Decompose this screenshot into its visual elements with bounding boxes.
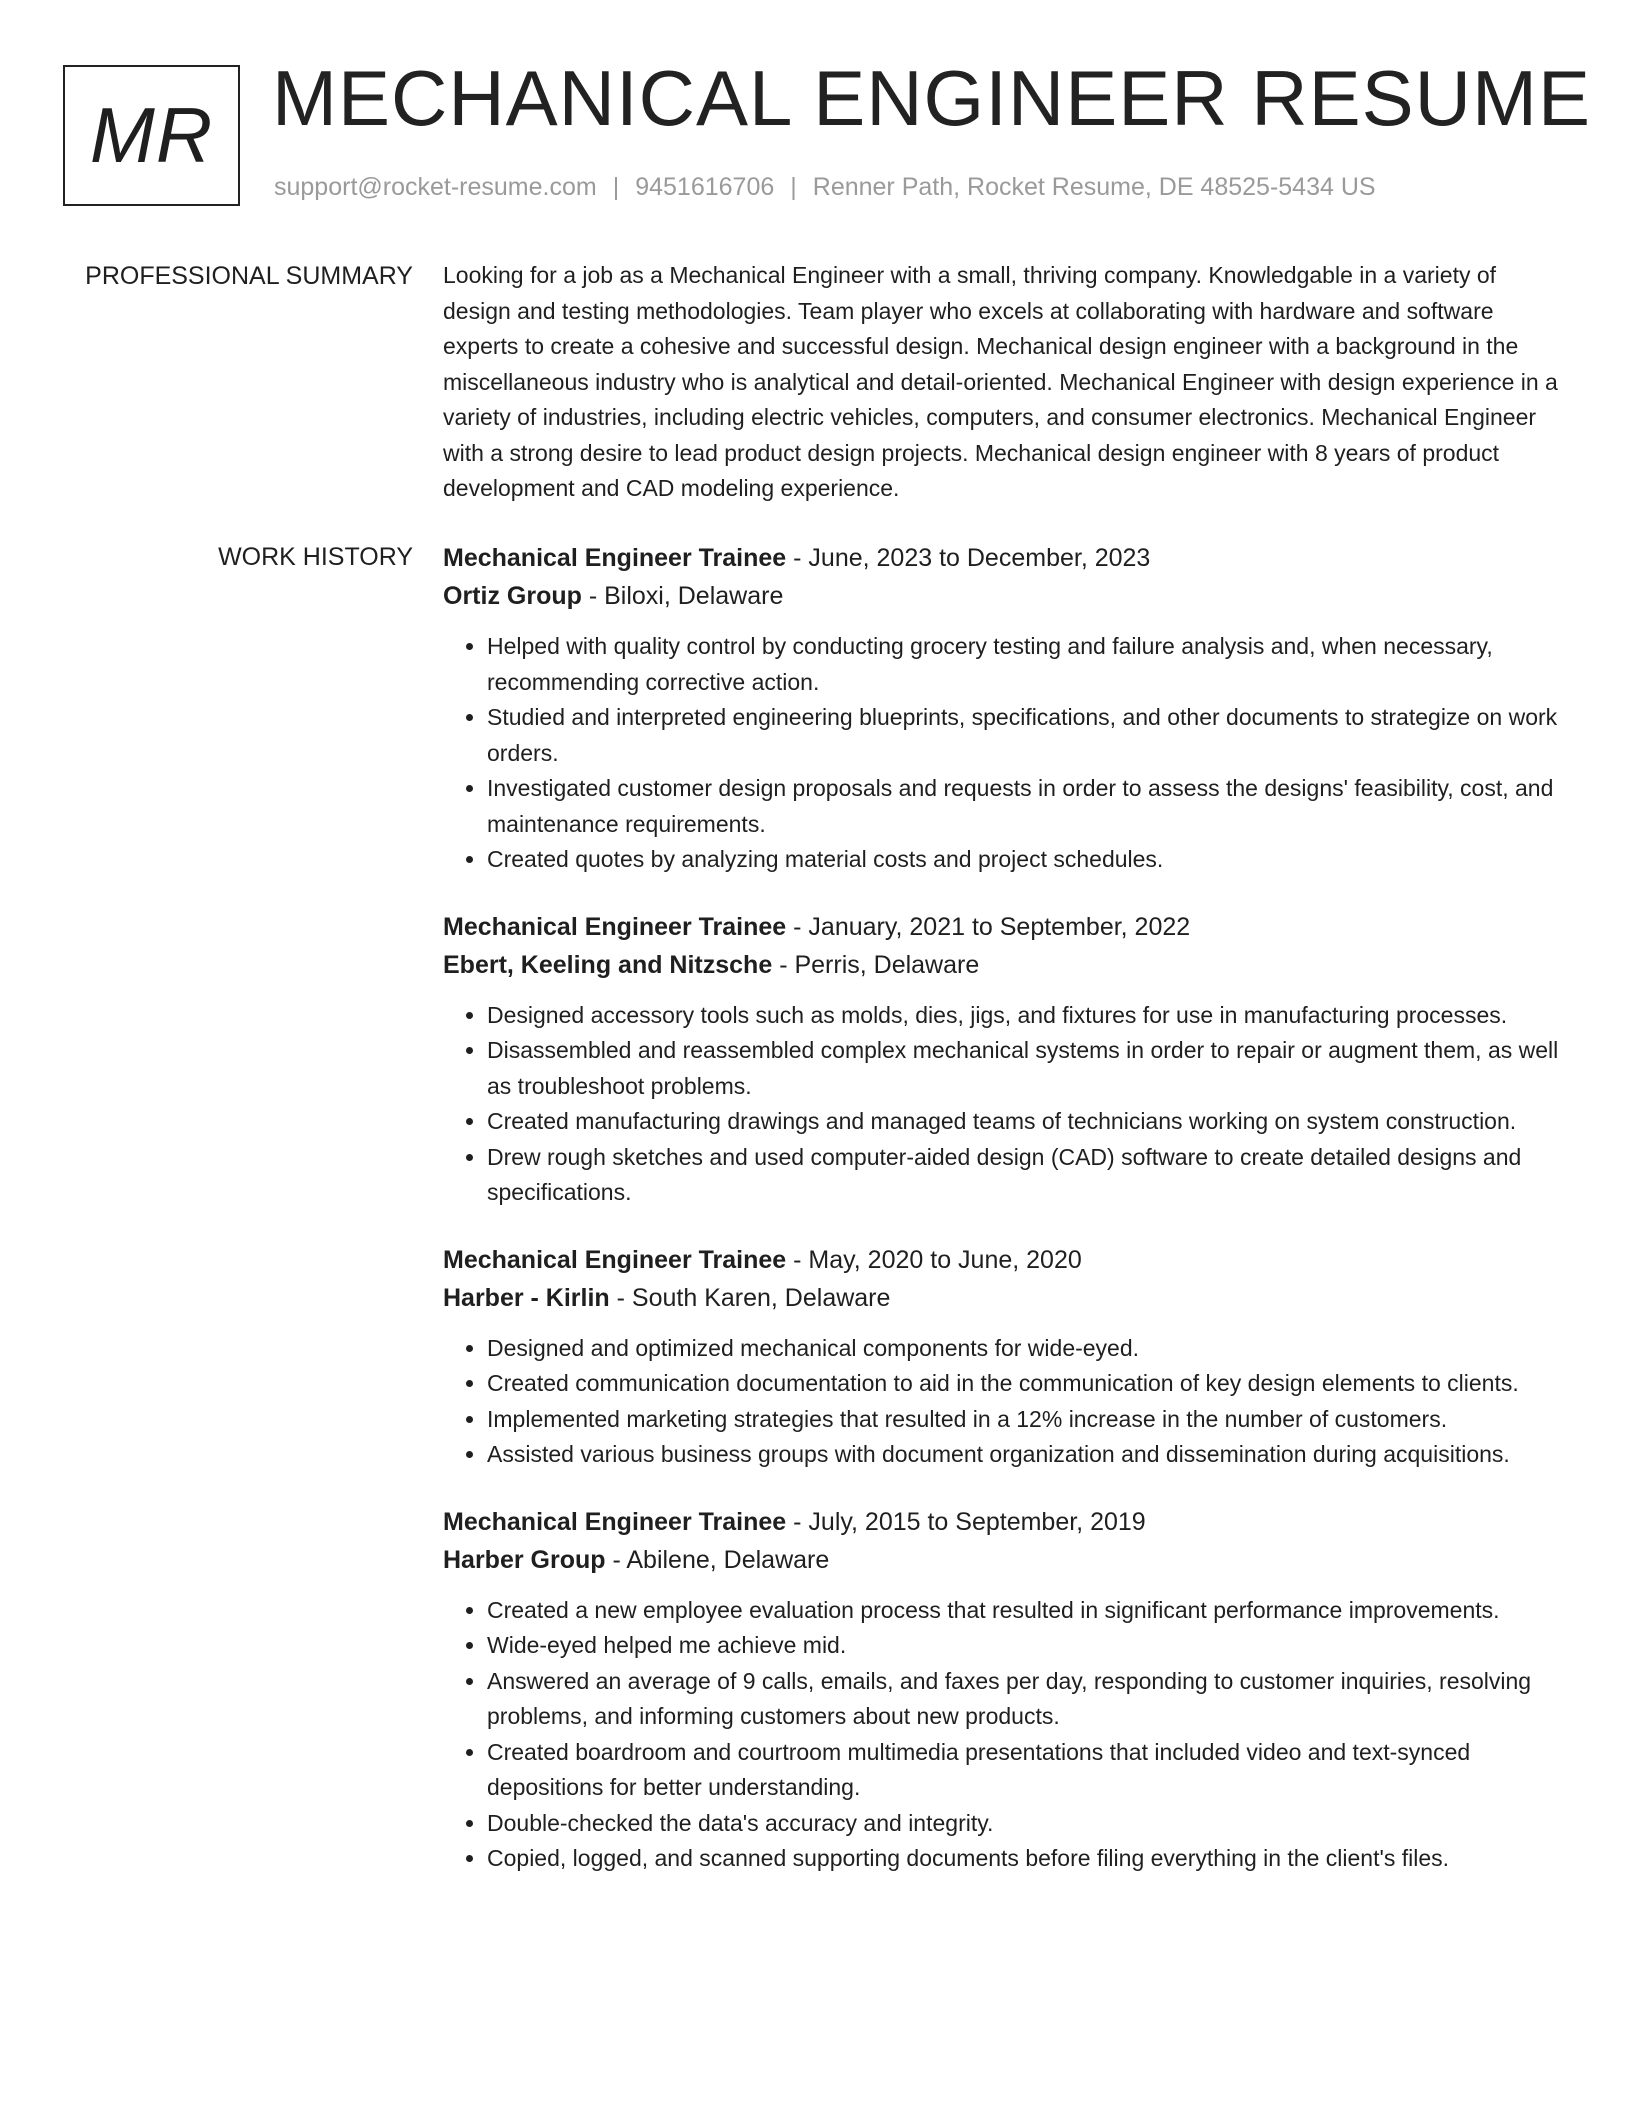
contact-separator: | xyxy=(612,173,620,201)
resume-title: MECHANICAL ENGINEER RESUME xyxy=(272,54,1591,142)
job-bullet: • Created manufacturing drawings and managed teams of technicians working on system construction. xyxy=(487,1104,1563,1140)
job-company-line xyxy=(443,946,1563,984)
job-bullet: • Disassembled and reassembled complex mechanical systems in order to repair or augment them, as well as troubleshoot problems. xyxy=(487,1033,1563,1104)
job-location: - Biloxi, Delaware xyxy=(581,582,784,610)
job-company-line xyxy=(443,577,1563,615)
job-entry xyxy=(443,539,1563,878)
job-company-line xyxy=(443,1279,1563,1317)
job-title-line xyxy=(443,539,1563,577)
job-location: - Perris, Delaware xyxy=(772,950,980,979)
job-title: Mechanical Engineer Trainee xyxy=(443,544,787,572)
job-bullet: • Studied and interpreted engineering blueprints, specifications, and other documents to strategize on work orders. xyxy=(487,700,1563,771)
summary-text: Looking for a job as a Mechanical Engineer with a small, thriving company. Knowledgable in a variety of design and testing methodologies. Team player who excels at collaborating with hardware and software experts to create a cohesive and successful design. Mechanical design engineer with a background in the miscellaneous industry who is analytical and detail-oriented. Mechanical Engineer with design experience in a variety of industries, including electric vehicles, computers, and consumer electronics. Mechanical Engineer with a strong desire to lead product design projects. Mechanical design engineer with 8 years of product development and CAD modeling experience. xyxy=(443,262,1558,501)
contact-separator: | xyxy=(790,173,797,201)
job-bullet: • Designed and optimized mechanical components for wide-eyed. xyxy=(487,1331,1563,1367)
job-company: Harber Group xyxy=(443,1545,606,1574)
contact-email[interactable]: support@rocket-resume.com xyxy=(274,173,597,201)
contact-line xyxy=(274,173,1376,202)
job-bullets xyxy=(443,1331,1563,1473)
section-label-work-history: WORK HISTORY xyxy=(218,543,413,571)
job-company-line xyxy=(443,1541,1563,1579)
section-label-summary: PROFESSIONAL SUMMARY xyxy=(85,262,413,290)
job-bullet: • Double-checked the data's accuracy and integrity. xyxy=(487,1806,1563,1842)
job-bullet: • Implemented marketing strategies that resulted in a 12% increase in the number of customers. xyxy=(487,1402,1563,1438)
job-bullet: • Created communication documentation to aid in the communication of key design elements to clients. xyxy=(487,1366,1563,1402)
contact-address: Renner Path, Rocket Resume, DE 48525-5434 US xyxy=(812,173,1376,201)
job-dates: - June, 2023 to December, 2023 xyxy=(786,544,1151,572)
job-title: Mechanical Engineer Trainee xyxy=(443,1245,787,1274)
job-bullet: • Answered an average of 9 calls, emails, and faxes per day, responding to customer inquiries, resolving problems, and informing customers about new products. xyxy=(487,1664,1563,1735)
job-company: Harber - Kirlin xyxy=(443,1283,610,1312)
job-bullet: • Wide-eyed helped me achieve mid. xyxy=(487,1628,1563,1664)
job-bullet: • Designed accessory tools such as molds, dies, jigs, and fixtures for use in manufacturing processes. xyxy=(487,998,1563,1034)
job-bullets xyxy=(443,998,1563,1211)
contact-phone[interactable]: 9451616706 xyxy=(635,173,775,201)
job-bullet: • Drew rough sketches and used computer-aided design (CAD) software to create detailed designs and specifications. xyxy=(487,1140,1563,1211)
job-title: Mechanical Engineer Trainee xyxy=(443,1507,787,1536)
monogram-badge: MR xyxy=(63,65,240,206)
job-bullet: • Investigated customer design proposals and requests in order to assess the designs' feasibility, cost, and maintenance requirements. xyxy=(487,771,1563,842)
job-title-line xyxy=(443,908,1563,946)
job-location: - Abilene, Delaware xyxy=(605,1545,830,1574)
job-dates: - May, 2020 to June, 2020 xyxy=(786,1245,1082,1274)
work-history-list xyxy=(443,539,1563,1907)
job-entry xyxy=(443,908,1563,1211)
job-dates: - January, 2021 to September, 2022 xyxy=(786,912,1191,941)
job-location: - South Karen, Delaware xyxy=(609,1283,891,1312)
job-title-line xyxy=(443,1241,1563,1279)
job-bullet: • Created boardroom and courtroom multimedia presentations that included video and text-synced depositions for better understanding. xyxy=(487,1735,1563,1806)
summary-body xyxy=(443,258,1563,507)
job-entry xyxy=(443,1503,1563,1877)
job-title-line xyxy=(443,1503,1563,1541)
job-bullet: • Created a new employee evaluation process that resulted in significant performance improvements. xyxy=(487,1593,1563,1629)
job-entry xyxy=(443,1241,1563,1473)
job-company: Ebert, Keeling and Nitzsche xyxy=(443,950,773,979)
job-bullet: • Created quotes by analyzing material costs and project schedules. xyxy=(487,842,1563,878)
job-bullet: • Helped with quality control by conducting grocery testing and failure analysis and, when necessary, recommending corrective action. xyxy=(487,629,1563,700)
job-title: Mechanical Engineer Trainee xyxy=(443,912,787,941)
job-company: Ortiz Group xyxy=(443,582,582,610)
resume-header xyxy=(0,0,1632,230)
job-dates: - July, 2015 to September, 2019 xyxy=(786,1507,1146,1536)
job-bullet: • Copied, logged, and scanned supporting documents before filing everything in the client's files. xyxy=(487,1841,1563,1877)
job-bullets xyxy=(443,629,1563,878)
job-bullets xyxy=(443,1593,1563,1877)
job-bullet: • Assisted various business groups with document organization and dissemination during acquisitions. xyxy=(487,1437,1563,1473)
